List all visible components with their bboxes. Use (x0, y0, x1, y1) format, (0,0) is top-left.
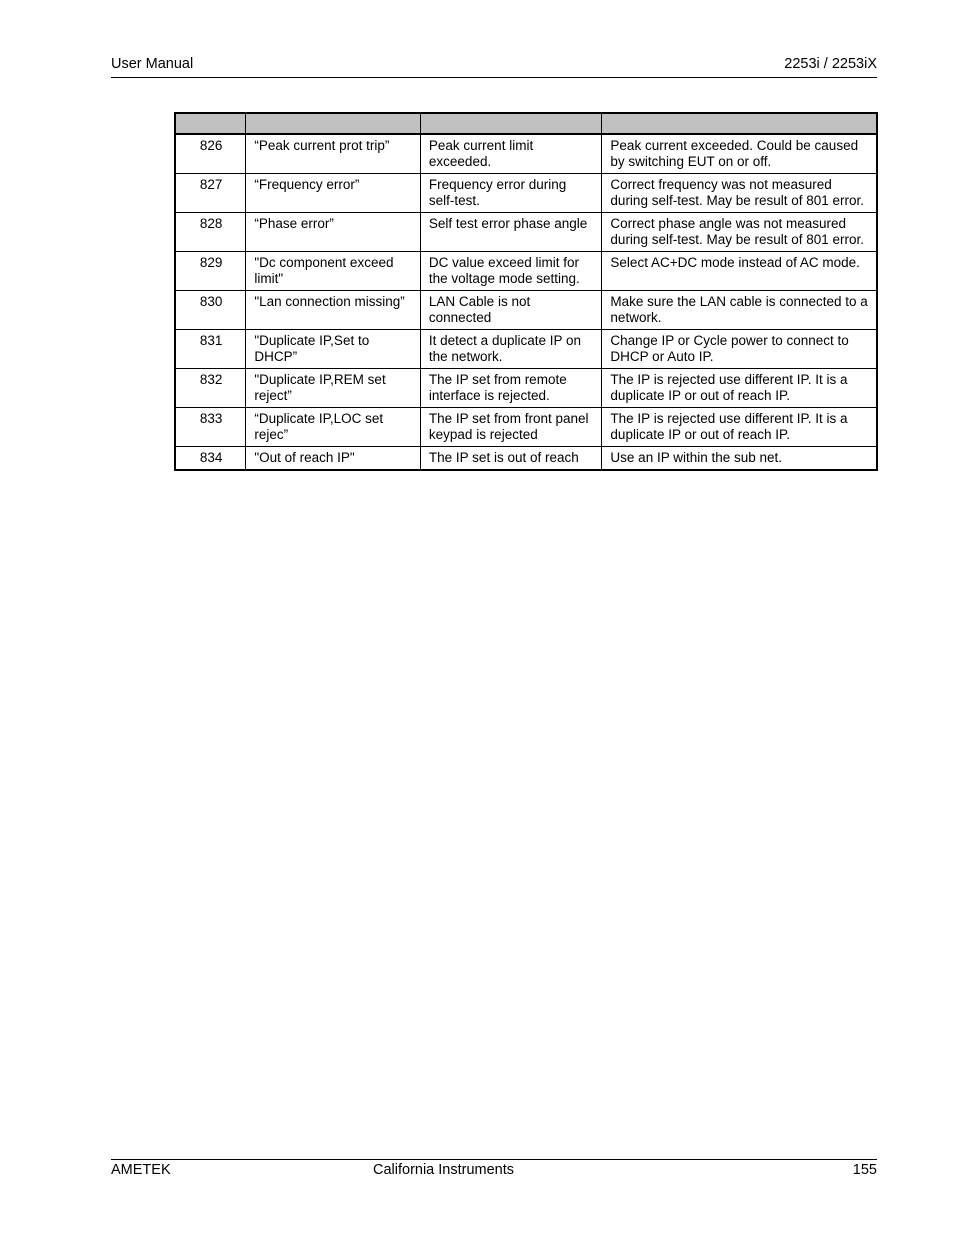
page-footer (111, 1159, 877, 1182)
table-row (175, 291, 877, 330)
error-remedy: Select AC+DC mode instead of AC mode. (602, 252, 877, 291)
table-row (175, 447, 877, 471)
header-cell (175, 113, 246, 134)
error-message: “Peak current prot trip” (246, 134, 421, 174)
footer-division: California Instruments (373, 1162, 515, 1178)
error-description: LAN Cable is not connected (420, 291, 602, 330)
error-remedy: The IP is rejected use different IP. It is a duplicate IP or out of reach IP. (602, 408, 877, 447)
error-code: 833 (175, 408, 246, 447)
table-row (175, 330, 877, 369)
table-row (175, 134, 877, 174)
error-code: 831 (175, 330, 246, 369)
table-row (175, 213, 877, 252)
error-remedy: Change IP or Cycle power to connect to DHCP or Auto IP. (602, 330, 877, 369)
error-description: Peak current limit exceeded. (420, 134, 602, 174)
error-message: "Dc component exceed limit" (246, 252, 421, 291)
error-code: 834 (175, 447, 246, 471)
table-header-row (175, 113, 877, 134)
table-row (175, 408, 877, 447)
header-cell (246, 113, 421, 134)
footer-company: AMETEK (111, 1162, 171, 1178)
error-code: 832 (175, 369, 246, 408)
page-number: 155 (852, 1162, 877, 1178)
error-message: "Duplicate IP,Set to DHCP” (246, 330, 421, 369)
error-message: "Out of reach IP" (246, 447, 421, 471)
page-header (111, 56, 877, 78)
error-description: The IP set from remote interface is rejected. (420, 369, 602, 408)
header-cell (420, 113, 602, 134)
table-row (175, 174, 877, 213)
error-code: 829 (175, 252, 246, 291)
error-description: Frequency error during self-test. (420, 174, 602, 213)
error-remedy: Correct phase angle was not measured during self-test. May be result of 801 error. (602, 213, 877, 252)
error-message: "Lan connection missing” (246, 291, 421, 330)
error-message: “Duplicate IP,LOC set rejec” (246, 408, 421, 447)
error-remedy: Peak current exceeded. Could be caused by switching EUT on or off. (602, 134, 877, 174)
error-code: 826 (175, 134, 246, 174)
error-remedy: The IP is rejected use different IP. It is a duplicate IP or out of reach IP. (602, 369, 877, 408)
error-message: “Frequency error” (246, 174, 421, 213)
header-cell (602, 113, 877, 134)
error-remedy: Use an IP within the sub net. (602, 447, 877, 471)
header-model: 2253i / 2253iX (784, 56, 877, 72)
error-message: "Duplicate IP,REM set reject” (246, 369, 421, 408)
table-row (175, 369, 877, 408)
error-remedy: Make sure the LAN cable is connected to a network. (602, 291, 877, 330)
error-code: 827 (175, 174, 246, 213)
header-doc-type: User Manual (111, 56, 194, 72)
table-row (175, 252, 877, 291)
error-code: 830 (175, 291, 246, 330)
error-description: Self test error phase angle (420, 213, 602, 252)
error-description: The IP set from front panel keypad is rejected (420, 408, 602, 447)
error-code: 828 (175, 213, 246, 252)
error-description: DC value exceed limit for the voltage mode setting. (420, 252, 602, 291)
error-remedy: Correct frequency was not measured during self-test. May be result of 801 error. (602, 174, 877, 213)
error-message: “Phase error” (246, 213, 421, 252)
error-description: The IP set is out of reach (420, 447, 602, 471)
error-description: It detect a duplicate IP on the network. (420, 330, 602, 369)
error-code-table (174, 112, 878, 471)
